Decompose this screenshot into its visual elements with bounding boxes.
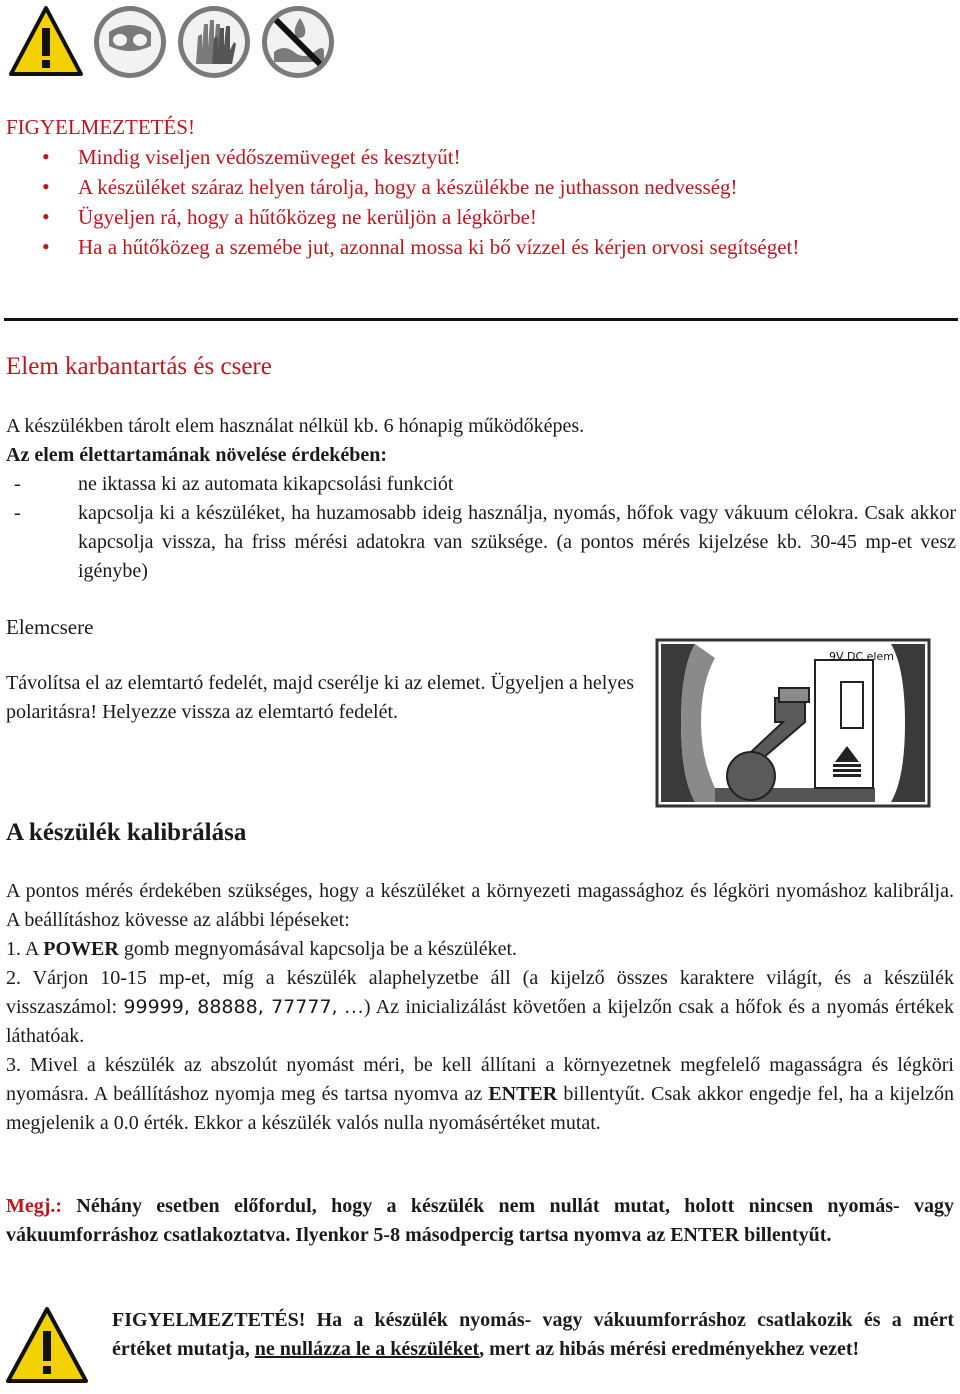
battery-heading: Elem karbantartás és csere xyxy=(6,353,272,380)
safety-goggles-icon xyxy=(92,4,168,80)
battery-replace-text: Távolítsa el az elemtartó fedelét, majd cserélje ki az elemet. Ügyeljen a helyes polaritásra! Helyezze vissza az elemtartó fedelét. xyxy=(6,672,634,723)
list-item: - kapcsolja ki a készüléket, ha huzamosabb ideig használja, nyomás, hőfok vagy vákuum célokra. Csak akkor kapcsolja vissza, ha friss mérési adatokra van szüksége. (a pontos mérés kijelzése kb. 30-45 mp-et vesz igénybe) xyxy=(6,499,956,586)
battery-intro: A készülékben tárolt elem használat nélkül kb. 6 hónapig működőképes. xyxy=(6,415,585,437)
battery-compartment-figure xyxy=(655,638,931,808)
warning-list xyxy=(34,142,954,262)
safety-icons-row xyxy=(8,4,344,80)
note-paragraph: Megj.: Néhány esetben előfordul, hogy a készülék nem nullát mutat, holott nincsen nyomás- vagy vákuumforráshoz csatlakoztatva. Ilyenkor 5-8 másodpercig tartsa nyomva az ENTER billentyűt. xyxy=(6,1195,954,1246)
power-key-label: POWER xyxy=(43,938,119,960)
calibration-intro: A pontos mérés érdekében szükséges, hogy a készüléket a környezeti magassághoz és légköri nyomáshoz kalibrálja. A beállításhoz kövesse az alábbi lépéseket: xyxy=(6,880,954,931)
warning-triangle-icon xyxy=(4,1305,90,1385)
warning-title: FIGYELMEZTETÉS! xyxy=(6,115,195,139)
calibration-body xyxy=(6,877,954,1138)
warning-triangle-icon xyxy=(8,4,84,80)
section-divider xyxy=(4,318,958,321)
battery-replace-heading: Elemcsere xyxy=(6,615,94,639)
protective-gloves-icon xyxy=(176,4,252,80)
battery-life-heading: Az elem élettartamának növelése érdekében: xyxy=(6,444,387,466)
calibration-step-2: 2. Várjon 10-15 mp-et, míg a készülék alaphelyzetbe áll (a kijelző összes karaktere világít, és a készülék visszaszámol: 99999, 88888, 77777, …) Az inicializálást követően a kijelzőn csak a hőfok és a nyomás értékek láthatóak. xyxy=(6,967,954,1047)
countdown-codes: 99999, 88888, 77777, xyxy=(123,996,338,1018)
underlined-instruction: ne nullázza le a készüléket xyxy=(254,1338,480,1360)
list-item: • Ügyeljen rá, hogy a hűtőközeg ne kerüljön a légkörbe! xyxy=(34,202,954,232)
calibration-step-3: 3. Mivel a készülék az abszolút nyomást méri, be kell állítani a környezetnek megfelelő magasságra és légköri nyomásra. A beállításhoz nyomja meg és tartsa nyomva az ENTER billentyűt. Csak akkor engedje fel, ha a kijelzőn megjelenik a 0.0 érték. Ekkor a készülék valós nulla nyomásértéket mutat. xyxy=(6,1054,955,1134)
calibration-step-1: 1. A POWER gomb megnyomásával kapcsolja be a készüléket. xyxy=(6,938,518,960)
battery-figure-label: 9V DC elem xyxy=(829,650,894,663)
bottom-warning: FIGYELMEZTETÉS! Ha a készülék nyomás- vagy vákuumforráshoz csatlakozik és a mért értéket mutatja, ne nullázza le a készüléket, mert az hibás mérési eredményekhez vezet! xyxy=(112,1309,954,1360)
list-item: • A készüléket száraz helyen tárolja, hogy a készülékbe ne juthasson nedvesség! xyxy=(34,172,954,202)
list-item: • Ha a hűtőközeg a szemébe jut, azonnal mossa ki bő vízzel és kérjen orvosi segítséget! xyxy=(34,232,954,262)
enter-key-label: ENTER xyxy=(488,1083,558,1105)
list-item: - ne iktassa ki az automata kikapcsolási funkciót xyxy=(6,470,956,499)
list-item: • Mindig viseljen védőszemüveget és kesztyűt! xyxy=(34,142,954,172)
note-label: Megj.: xyxy=(6,1195,63,1217)
calibration-heading: A készülék kalibrálása xyxy=(6,819,247,846)
no-water-icon xyxy=(260,4,336,80)
battery-life-list xyxy=(6,470,956,586)
